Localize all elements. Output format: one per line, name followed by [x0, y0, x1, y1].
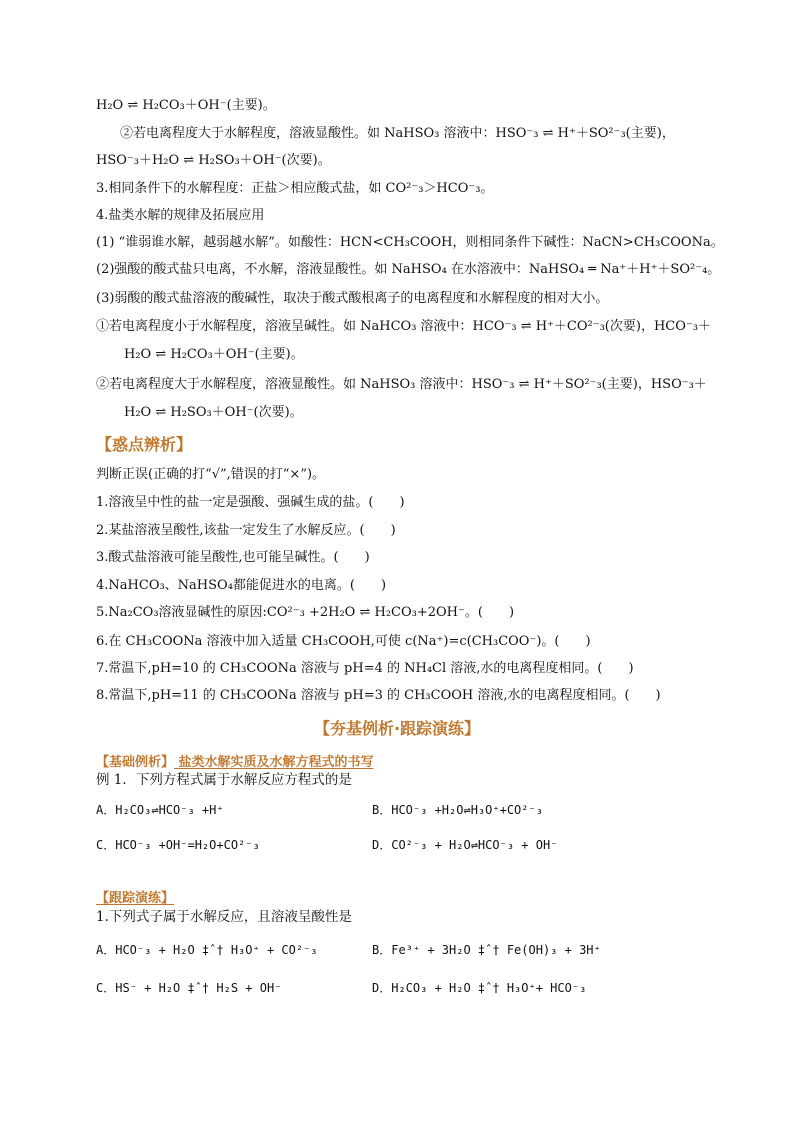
- section-title-confusion-points: 【惑点辨析】: [96, 435, 193, 454]
- subheading-tracking-practice: [96, 887, 174, 906]
- list-item: 1.溶液呈中性的盐一定是强酸、强碱生成的盐。( ): [96, 495, 405, 510]
- text-line: HSO⁻₃＋H₂O ⇌ H₂SO₃＋OH⁻(次要)。: [96, 153, 331, 168]
- text-line: ①若电离程度小于水解程度，溶液呈碱性。如 NaHCO₃ 溶液中：HCO⁻₃ ⇌ H⁺＋CO²⁻₃(次要)，HCO⁻₃＋: [96, 319, 711, 334]
- subheading-tag: 【基础例析】: [96, 755, 175, 770]
- text-line: (1) “谁弱谁水解，越弱越水解”。如酸性：HCN<CH₃COOH，则相同条件下碱性：NaCN>CH₃COONa。: [96, 235, 724, 250]
- option-b: B．HCO⁻₃ +H₂O⇌H₃O⁺+CO²⁻₃: [372, 803, 543, 817]
- text-line: ②若电离程度大于水解程度，溶液显酸性。如 NaHSO₃ 溶液中：HSO⁻₃ ⇌ H⁺＋SO²⁻₃(主要)，HSO⁻₃＋: [96, 377, 707, 392]
- list-item: 3.酸式盐溶液可能呈酸性,也可能呈碱性。( ): [96, 550, 370, 565]
- practice-question: 1.下列式子属于水解反应，且溶液呈酸性是: [96, 909, 352, 925]
- list-item: 8.常温下,pH=11 的 CH₃COONa 溶液与 pH=3 的 CH₃COOH 溶液,水的电离程度相同。( ): [96, 688, 661, 703]
- text-line: 4.盐类水解的规律及拓展应用: [96, 208, 265, 223]
- text-line: H₂O ⇌ H₂CO₃＋OH⁻(主要)。: [124, 347, 304, 362]
- list-item: 6.在 CH₃COONa 溶液中加入适量 CH₃COOH,可使 c(Na⁺)=c(CH₃COO⁻)。( ): [96, 634, 591, 649]
- text-line: H₂O ⇌ H₂CO₃＋OH⁻(主要)。: [96, 98, 276, 113]
- section-title-practice: 【夯基例析·跟踪演练】: [313, 719, 481, 738]
- list-item: 7.常温下,pH=10 的 CH₃COONa 溶液与 pH=4 的 NH₄Cl 溶液,水的电离程度相同。( ): [96, 661, 634, 676]
- text-line: 3.相同条件下的水解程度：正盐＞相应酸式盐，如 CO²⁻₃＞HCO⁻₃。: [96, 181, 494, 196]
- option-a: A．HCO⁻₃ + H₂O ‡ˆ† H₃O⁺ + CO²⁻₃: [96, 943, 318, 957]
- list-item: 2.某盐溶液呈酸性,该盐一定发生了水解反应。( ): [96, 523, 396, 538]
- option-d: D．CO²⁻₃ + H₂O⇌HCO⁻₃ + OH⁻: [372, 838, 558, 852]
- example-question: 例 1．下列方程式属于水解反应方程式的是: [96, 772, 352, 788]
- text-line: ②若电离程度大于水解程度，溶液显酸性。如 NaHSO₃ 溶液中：HSO⁻₃ ⇌ H⁺＋SO²⁻₃(主要)，: [120, 126, 675, 141]
- text-line: H₂O ⇌ H₂SO₃＋OH⁻(次要)。: [124, 405, 303, 420]
- list-item: 4.NaHCO₃、NaHSO₄都能促进水的电离。( ): [96, 578, 387, 593]
- subheading-tag: 【跟踪演练】: [96, 891, 175, 906]
- section-intro: 判断正误(正确的打“√”,错误的打“×”)。: [96, 467, 326, 482]
- text-line: (2)强酸的酸式盐只电离，不水解，溶液显酸性。如 NaHSO₄ 在水溶液中：NaHSO₄ ═ Na⁺＋H⁺＋SO²⁻₄。: [96, 262, 721, 277]
- option-a: A．H₂CO₃⇌HCO⁻₃ +H⁺: [96, 803, 224, 817]
- list-item: 5.Na₂CO₃溶液显碱性的原因:CO²⁻₃ +2H₂O ⇌ H₂CO₃+2OH⁻。( ): [96, 605, 515, 620]
- option-c: C．HS⁻ + H₂O ‡ˆ† H₂S + OH⁻: [96, 981, 282, 995]
- option-d: D．H₂CO₃ + H₂O ‡ˆ† H₃O⁺+ HCO⁻₃: [372, 981, 587, 995]
- option-b: B．Fe³⁺ + 3H₂O ‡ˆ† Fe(OH)₃ + 3H⁺: [372, 943, 601, 957]
- subheading-text: 盐类水解实质及水解方程式的书写: [174, 755, 374, 770]
- option-c: C．HCO⁻₃ +OH⁻=H₂O+CO²⁻₃: [96, 838, 260, 852]
- text-line: (3)弱酸的酸式盐溶液的酸碱性，取决于酸式酸根离子的电离程度和水解程度的相对大小。: [96, 291, 609, 306]
